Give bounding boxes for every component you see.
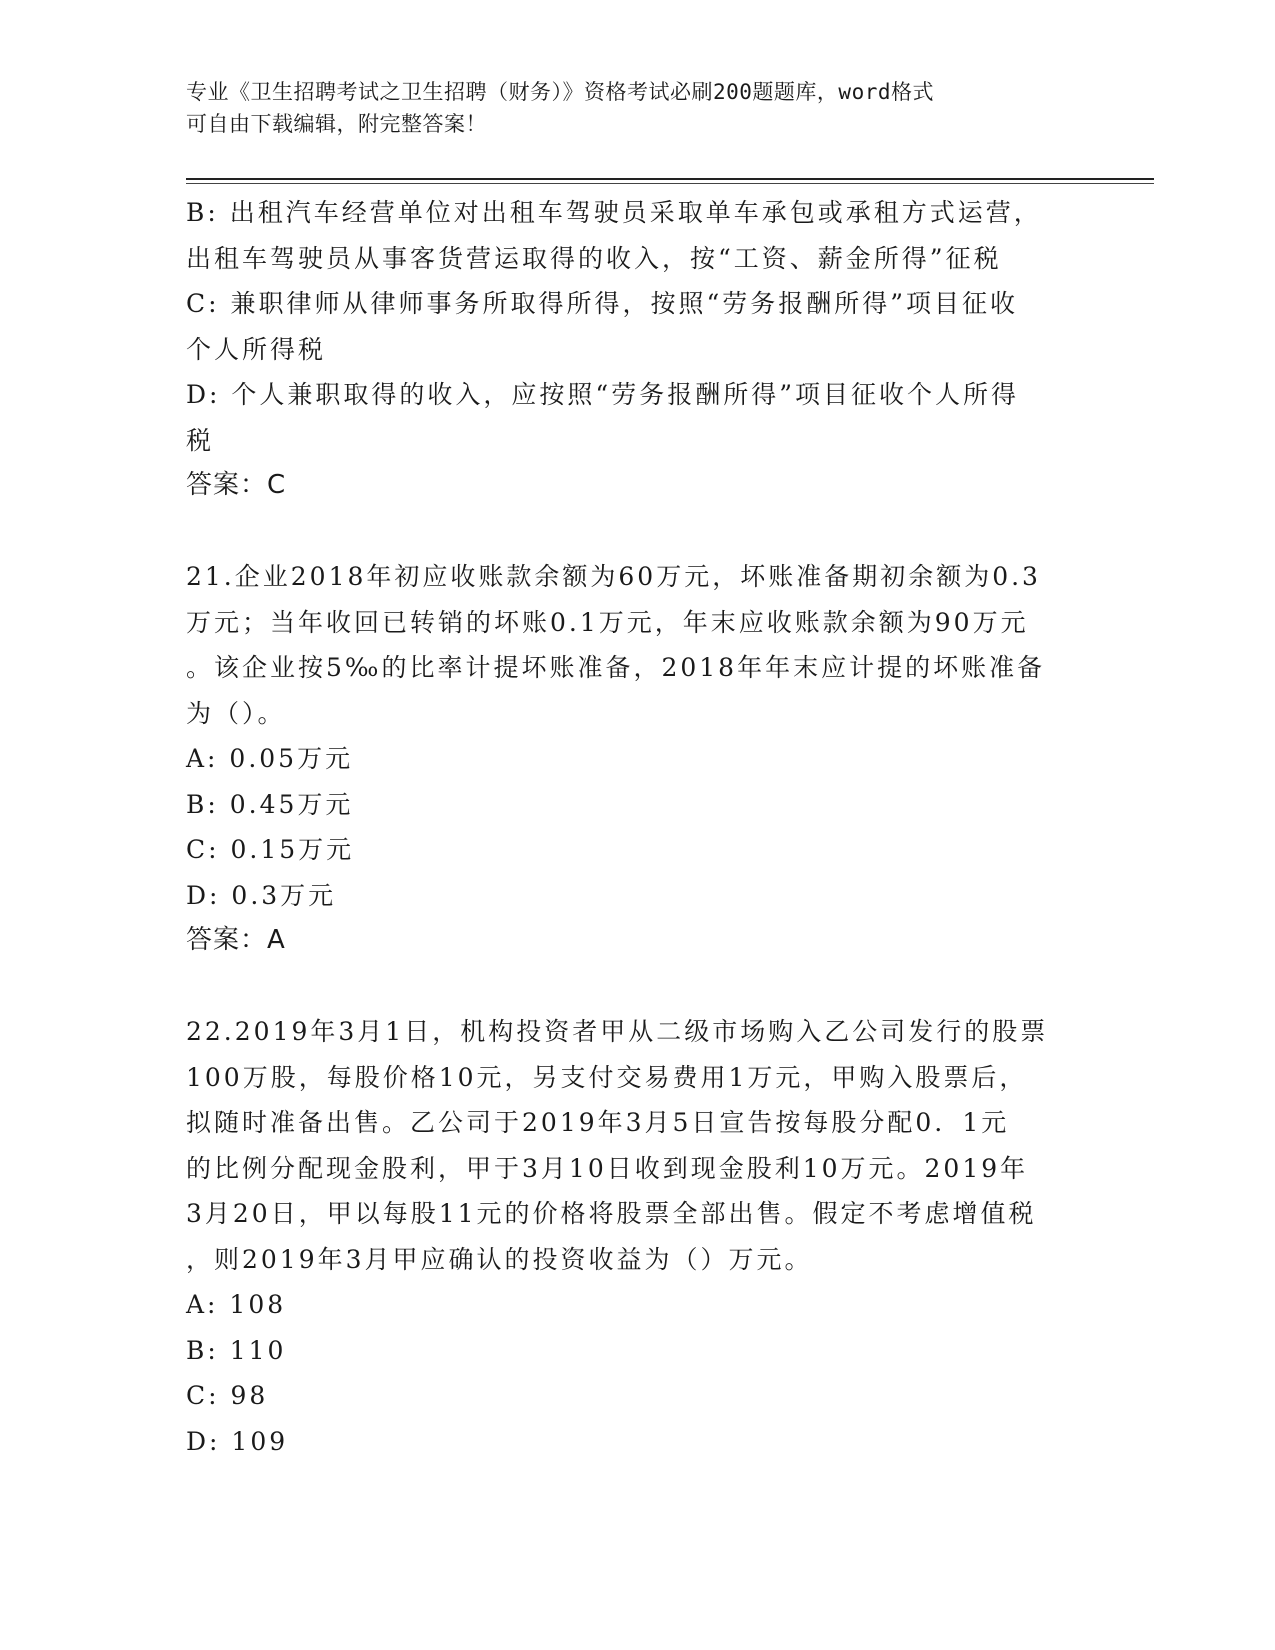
- q20-option-d-line-2: 税: [186, 425, 215, 455]
- question-22: [186, 1009, 1076, 1464]
- q21-stem-line-1: 21.企业2018年初应收账款余额为60万元，坏账准备期初余额为0.3: [186, 562, 1041, 591]
- q21-stem-line-4: 为（）。: [186, 698, 286, 728]
- q22-option-a: A: 108: [186, 1290, 287, 1319]
- q21-stem-line-3: 。该企业按5‰的比率计提坏账准备，2018年年末应计提的坏账准备: [186, 653, 1046, 682]
- header-divider-thin: [186, 183, 1154, 184]
- q22-stem-line-5: 3月20日，甲以每股11元的价格将股票全部出售。假定不考虑增值税: [186, 1199, 1037, 1228]
- q20-answer: 答案：C: [186, 470, 287, 500]
- q22-option-c: C: 98: [186, 1381, 269, 1410]
- q20-option-c-line-1: C: 兼职律师从律师事务所取得所得，按照“劳务报酬所得”项目征收: [186, 289, 1019, 318]
- q20-option-d-line-1: D: 个人兼职取得的收入，应按照“劳务报酬所得”项目征收个人所得: [186, 380, 1019, 409]
- header-title-line-2: 可自由下载编辑，附完整答案！: [186, 112, 487, 136]
- question-21: [186, 554, 1076, 964]
- q22-stem-line-3: 拟随时准备出售。乙公司于2019年3月5日宣告按每股分配0．1元: [186, 1108, 1010, 1137]
- q20-option-b-line-2: 出租车驾驶员从事客货营运取得的收入，按“工资、薪金所得”征税: [186, 243, 1002, 273]
- document-body: [186, 190, 1076, 1464]
- header-divider-thick: [186, 178, 1154, 180]
- q21-option-c: C: 0.15万元: [186, 835, 355, 864]
- document-header: [186, 76, 1086, 140]
- q21-stem-line-2: 万元；当年收回已转销的坏账0.1万元，年末应收账款余额为90万元: [186, 607, 1029, 637]
- q21-answer: 答案：A: [186, 925, 286, 955]
- q21-option-b: B: 0.45万元: [186, 789, 354, 819]
- q22-stem-line-1: 22.2019年3月1日，机构投资者甲从二级市场购入乙公司发行的股票: [186, 1017, 1049, 1046]
- q21-option-a: A: 0.05万元: [186, 744, 354, 773]
- q21-option-d: D: 0.3万元: [186, 880, 337, 910]
- spacer: [186, 509, 1076, 555]
- header-title-line-1: 专业《卫生招聘考试之卫生招聘（财务）》资格考试必刷200题题库，word格式: [186, 80, 934, 104]
- q22-stem-line-2: 100万股，每股价格10元，另支付交易费用1万元，甲购入股票后，: [186, 1062, 1028, 1092]
- q22-option-b: B: 110: [186, 1335, 287, 1365]
- q22-stem-line-4: 的比例分配现金股利，甲于3月10日收到现金股利10万元。2019年: [186, 1153, 1029, 1183]
- q20-option-c-line-2: 个人所得税: [186, 334, 327, 364]
- question-20-tail: [186, 190, 1076, 509]
- q20-option-b-line-1: B: 出租汽车经营单位对出租车驾驶员采取单车承包或承租方式运营，: [186, 198, 1042, 227]
- spacer: [186, 964, 1076, 1010]
- q22-stem-line-6: ，则2019年3月甲应确认的投资收益为（）万元。: [186, 1244, 813, 1274]
- q22-option-d: D: 109: [186, 1426, 289, 1456]
